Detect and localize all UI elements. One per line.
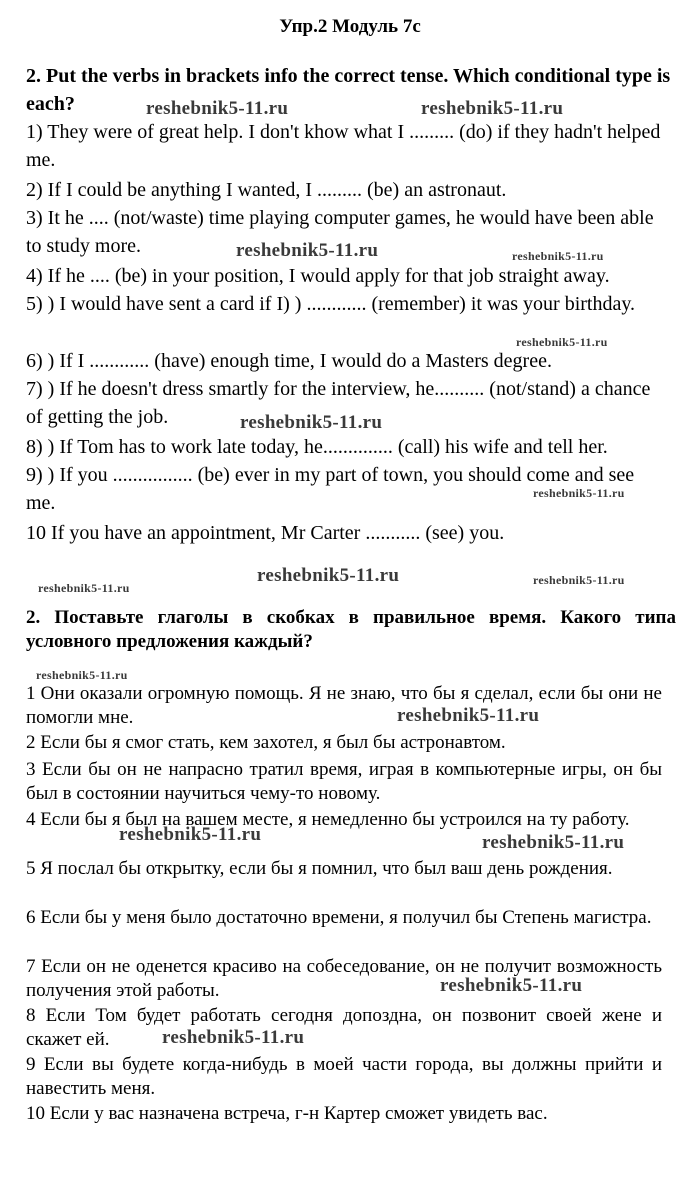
watermark: reshebnik5-11.ru — [397, 705, 540, 726]
russian-item-7: 7 Если он не оденется красиво на собеседование, он не получит возможность получения этой работы. — [26, 956, 662, 1001]
watermark: reshebnik5-11.ru — [236, 240, 379, 261]
page-title: Упр.2 Модуль 7с — [279, 16, 421, 37]
russian-item-10: 10 Если у вас назначена встреча, г-н Картер сможет увидеть вас. — [26, 1103, 548, 1124]
russian-item-5: 5 Я послал бы открытку, если бы я помнил, что был ваш день рождения. — [26, 858, 613, 879]
watermark: reshebnik5-11.ru — [512, 249, 604, 263]
english-item-2: 2) If I could be anything I wanted, I ......... (be) an astronaut. — [26, 179, 507, 201]
russian-item-1: 1 Они оказали огромную помощь. Я не знаю, что бы я сделал, если бы они не помогли мне. — [26, 683, 662, 728]
english-item-8: 8) ) If Tom has to work late today, he.............. (call) his wife and tell her. — [26, 436, 608, 458]
english-item-9: 9) ) If you ................ (be) ever in my part of town, you should come and see me. — [26, 464, 635, 514]
russian-heading: 2. Поставьте глаголы в скобках в правильное время. Какого типа условного предложения каждый? — [26, 607, 676, 652]
watermark: reshebnik5-11.ru — [482, 832, 625, 853]
russian-item-9: 9 Если вы будете когда-нибудь в моей части города, вы должны прийти и навестить меня. — [26, 1054, 662, 1099]
watermark: reshebnik5-11.ru — [440, 975, 583, 996]
watermark: reshebnik5-11.ru — [146, 98, 289, 119]
english-item-3: 3) It he .... (not/waste) time playing computer games, he would have been able to study more. — [26, 207, 654, 257]
watermark: reshebnik5-11.ru — [38, 581, 130, 595]
russian-item-8: 8 Если Том будет работать сегодня допоздна, он позвонит своей жене и скажет ей. — [26, 1005, 662, 1050]
russian-item-6: 6 Если бы у меня было достаточно времени, я получил бы Степень магистра. — [26, 907, 652, 928]
english-item-4: 4) If he .... (be) in your position, I would apply for that job straight away. — [26, 265, 610, 287]
russian-item-2: 2 Если бы я смог стать, кем захотел, я был бы астронавтом. — [26, 732, 506, 753]
watermark: reshebnik5-11.ru — [516, 335, 608, 349]
english-heading: 2. Put the verbs in brackets info the correct tense. Which conditional type is each? — [26, 65, 671, 115]
english-item-6: 6) ) If I ............ (have) enough time, I would do a Masters degree. — [26, 350, 552, 372]
watermark: reshebnik5-11.ru — [240, 412, 383, 433]
watermark: reshebnik5-11.ru — [162, 1027, 305, 1048]
english-item-5: 5) ) I would have sent a card if I) ) ............ (remember) it was your birthday. — [26, 293, 636, 315]
watermark: reshebnik5-11.ru — [257, 565, 400, 586]
russian-item-3: 3 Если бы он не напрасно тратил время, играя в компьютерные игры, он бы был в состоянии научиться чему-то новому. — [26, 759, 662, 804]
watermark: reshebnik5-11.ru — [421, 98, 564, 119]
english-item-1: 1) They were of great help. I don't khow what I ......... (do) if they hadn't helped me. — [26, 121, 661, 171]
watermark: reshebnik5-11.ru — [533, 486, 625, 500]
watermark: reshebnik5-11.ru — [533, 573, 625, 587]
russian-item-4: 4 Если бы я был на вашем месте, я немедленно бы устроился на ту работу. — [26, 809, 630, 830]
watermark: reshebnik5-11.ru — [119, 824, 262, 845]
english-item-7: 7) ) If he doesn't dress smartly for the interview, he.......... (not/stand) a chance of getting the job. — [26, 378, 651, 428]
watermark: reshebnik5-11.ru — [36, 668, 128, 682]
english-item-10: 10 If you have an appointment, Mr Carter ........... (see) you. — [26, 522, 505, 544]
